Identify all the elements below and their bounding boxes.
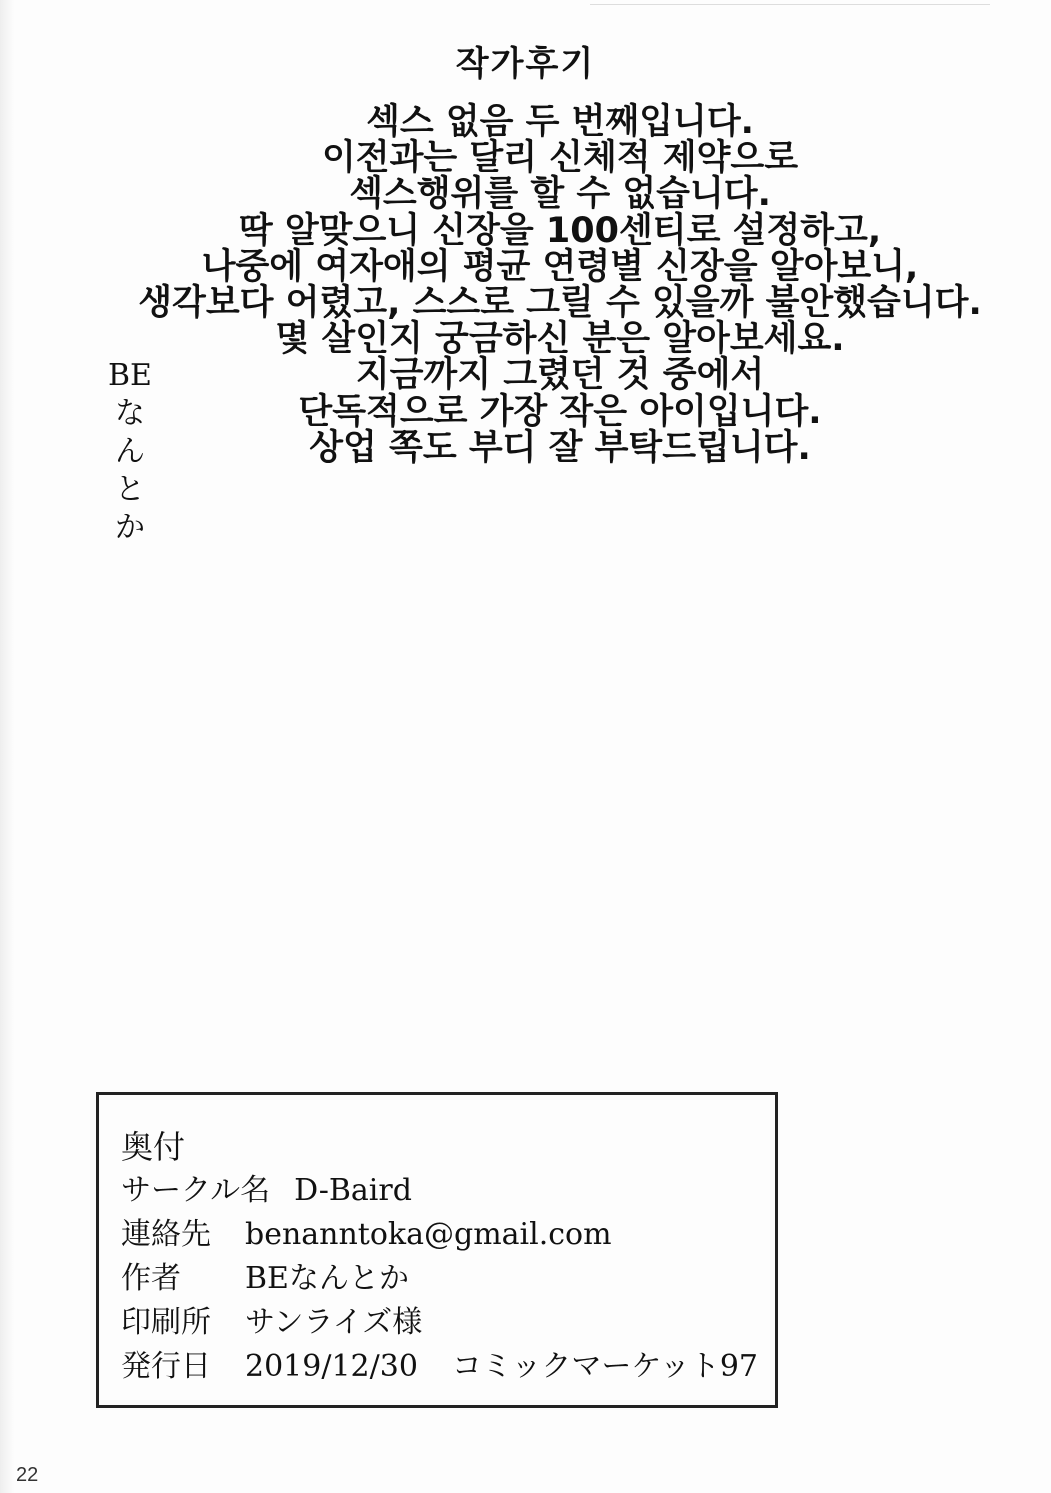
contact-email: benanntoka@gmail.com [245,1217,612,1252]
circle-label: サークル名 [121,1173,271,1208]
colophon-row-circle [121,1169,765,1213]
author-label: 作者 [121,1261,181,1296]
afterword-line: 단독적으로 가장 작은 아이입니다. [298,391,822,432]
afterword-line: 나중에 여자애의 평균 연령별 신장을 알아보니, [201,246,919,287]
signature-char: か [115,510,145,545]
afterword-line: 생각보다 어렸고, 스스로 그릴 수 있을까 불안했습니다. [138,283,982,324]
colophon-content [121,1125,765,1389]
page-top-edge [590,0,990,5]
contact-label: 連絡先 [121,1217,211,1252]
afterword-line: 이전과는 달리 신체적 제약으로 [321,138,799,179]
afterword-body [120,104,1000,466]
colophon-row-author [121,1257,765,1301]
afterword-line: 딱 알맞으니 신장을 100센티로 설정하고, [238,210,882,251]
page-number: 22 [16,1464,39,1486]
signature-char: ん [115,434,145,469]
date-label: 発行日 [121,1349,211,1384]
signature-char: な [115,396,145,431]
signature-char: BE [108,358,152,393]
event-value: コミックマーケット97 [451,1349,758,1384]
date-value: 2019/12/30 [245,1349,418,1384]
afterword-title: 작가후기 [455,44,596,84]
afterword-line: 몇 살인지 궁금하신 분은 알아보세요. [275,319,845,360]
afterword-line: 섹스 없음 두 번째입니다. [366,102,754,142]
author-value: BEなんとか [245,1261,409,1296]
signature-char: と [115,472,145,507]
colophon-heading: 奥付 [121,1128,186,1166]
afterword-line: 섹스행위를 할 수 없습니다. [349,174,771,215]
author-signature-vertical [106,357,154,547]
afterword-line: 지금까지 그렸던 것 중에서 [355,355,765,396]
page-edge-shadow [0,0,14,1493]
printer-label: 印刷所 [121,1305,211,1340]
afterword-line: 상업 쪽도 부디 잘 부탁드립니다. [309,427,811,468]
printer-value: サンライズ様 [245,1305,423,1340]
colophon-box [96,1092,778,1408]
colophon-row-printer [121,1301,765,1345]
circle-value: D-Baird [294,1173,412,1208]
colophon-row-date [121,1345,765,1389]
colophon-row-contact [121,1213,765,1257]
